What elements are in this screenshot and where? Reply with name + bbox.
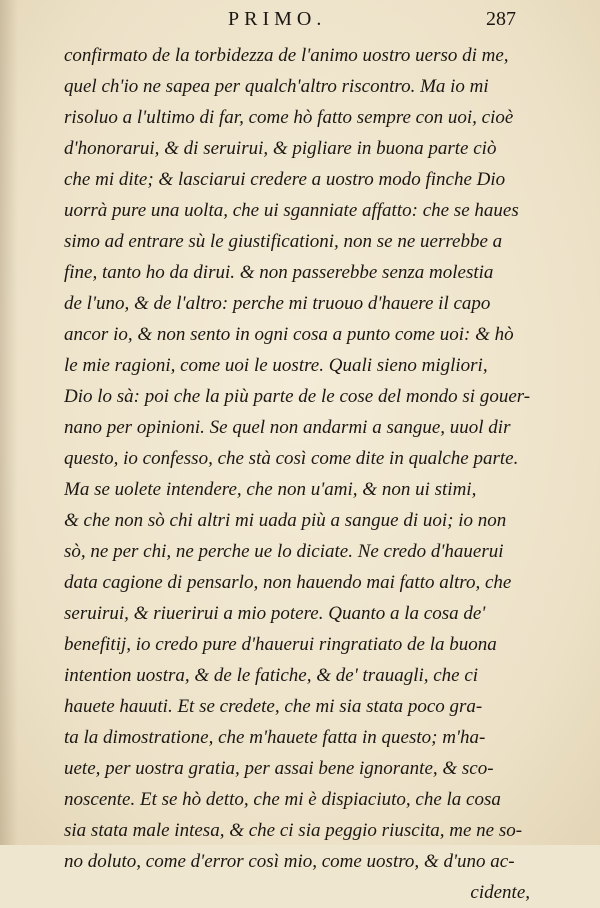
text-line: no doluto, come d'error così mio, come uostro, & d'uno ac- (64, 851, 515, 872)
text-line: Ma se uolete intendere, che non u'ami, & non ui stimi, (64, 479, 477, 500)
text-line: ancor io, & non sento in ogni cosa a punto come uoi: & hò (64, 324, 514, 345)
text-line: confirmato de la torbidezza de l'animo uostro uerso di me, (64, 45, 509, 66)
text-line: benefitij, io credo pure d'hauerui ringratiato de la buona (64, 634, 497, 655)
text-line: ta la dimostratione, che m'hauete fatta in questo; m'ha- (64, 727, 486, 748)
text-line: nano per opinioni. Se quel non andarmi a sangue, uuol dir (64, 417, 511, 438)
page-number: 287 (486, 8, 516, 30)
text-line: le mie ragioni, come uoi le uostre. Quali sieno migliori, (64, 355, 488, 376)
text-line: uete, per uostra gratia, per assai bene ignorante, & sco- (64, 758, 494, 779)
text-line: noscente. Et se hò detto, che mi è dispiaciuto, che la cosa (64, 789, 501, 810)
text-line: questo, io confesso, che stà così come dite in qualche parte. (64, 448, 519, 469)
text-line: & che non sò chi altri mi uada più a sangue di uoi; io non (64, 510, 507, 531)
text-line: fine, tanto ho da dirui. & non passerebbe senza molestia (64, 262, 494, 283)
text-line: che mi dite; & lasciarui credere a uostro modo finche Dio (64, 169, 506, 190)
running-head (0, 6, 600, 32)
text-line: data cagione di pensarlo, non hauendo mai fatto altro, che (64, 572, 512, 593)
text-line: quel ch'io ne sapea per qualch'altro riscontro. Ma io mi (64, 76, 489, 97)
text-line: sia stata male intesa, & che ci sia peggio riuscita, me ne so- (64, 820, 523, 841)
text-line: Dio lo sà: poi che la più parte de le cose del mondo si gouer- (64, 386, 531, 407)
text-line: risoluo a l'ultimo di far, come hò fatto sempre con uoi, cioè (64, 107, 514, 128)
text-line: de l'uno, & de l'altro: perche mi truouo d'hauere il capo (64, 293, 491, 314)
text-line: d'honorarui, & di seruirui, & pigliare in buona parte ciò (64, 138, 497, 159)
body-text (64, 40, 538, 908)
gutter-shadow (0, 0, 18, 845)
text-line: simo ad entrare sù le giustificationi, non se ne uerrebbe a (64, 231, 503, 252)
text-line: uorrà pure una uolta, che ui sganniate affatto: che se haues (64, 200, 519, 221)
running-head-title: PRIMO. (228, 8, 327, 30)
text-line: intention uostra, & de le fatiche, & de' trauagli, che ci (64, 665, 479, 686)
catchword-line: cidente, (470, 882, 530, 903)
text-line: hauete hauuti. Et se credete, che mi sia stata poco gra- (64, 696, 483, 717)
text-line: seruirui, & riuerirui a mio potere. Quanto a la cosa de' (64, 603, 486, 624)
text-line: sò, ne per chi, ne perche ue lo diciate. Ne credo d'hauerui (64, 541, 504, 562)
